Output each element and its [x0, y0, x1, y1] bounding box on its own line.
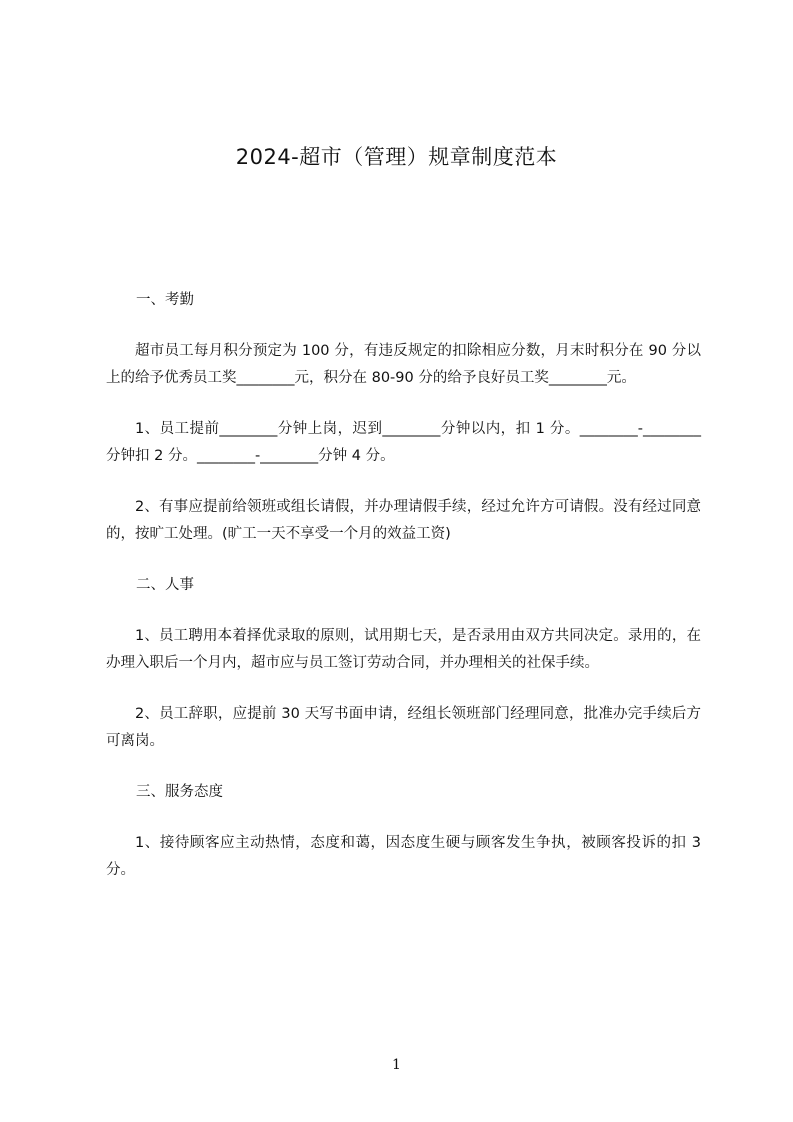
page-number: 1 [392, 1057, 401, 1073]
attendance-rule-2: 2、有事应提前给领班或组长请假，并办理请假手续，经过允许方可请假。没有经过同意的，按旷工处理。(旷工一天不享受一个月的效益工资) [106, 499, 701, 542]
section-heading-service: 三、服务态度 [136, 784, 223, 800]
personnel-rule-2: 2、员工辞职，应提前 30 天写书面申请，经组长领班部门经理同意，批准办完手续后方可离岗。 [106, 706, 701, 749]
section-heading-attendance: 一、考勤 [136, 292, 194, 308]
document-title: 2024-超市（管理）规章制度范本 [235, 145, 558, 169]
service-rule-1: 1、接待顾客应主动热情，态度和蔼，因态度生硬与顾客发生争执，被顾客投诉的扣 3 分。 [106, 835, 701, 878]
attendance-rule-1: 1、员工提前________分钟上岗，迟到________分钟以内，扣 1 分。________-________分钟扣 2 分。________-________分钟 4 分。 [106, 421, 701, 464]
attendance-intro-paragraph: 超市员工每月积分预定为 100 分，有违反规定的扣除相应分数，月末时积分在 90 分以上的给予优秀员工奖________元，积分在 80-90 分的给予良好员工奖________元。 [106, 343, 701, 386]
document-body [106, 287, 701, 884]
personnel-rule-1: 1、员工聘用本着择优录取的原则，试用期七天，是否录用由双方共同决定。录用的，在办理入职后一个月内，超市应与员工签订劳动合同，并办理相关的社保手续。 [106, 628, 701, 671]
section-heading-personnel: 二、人事 [136, 577, 194, 593]
